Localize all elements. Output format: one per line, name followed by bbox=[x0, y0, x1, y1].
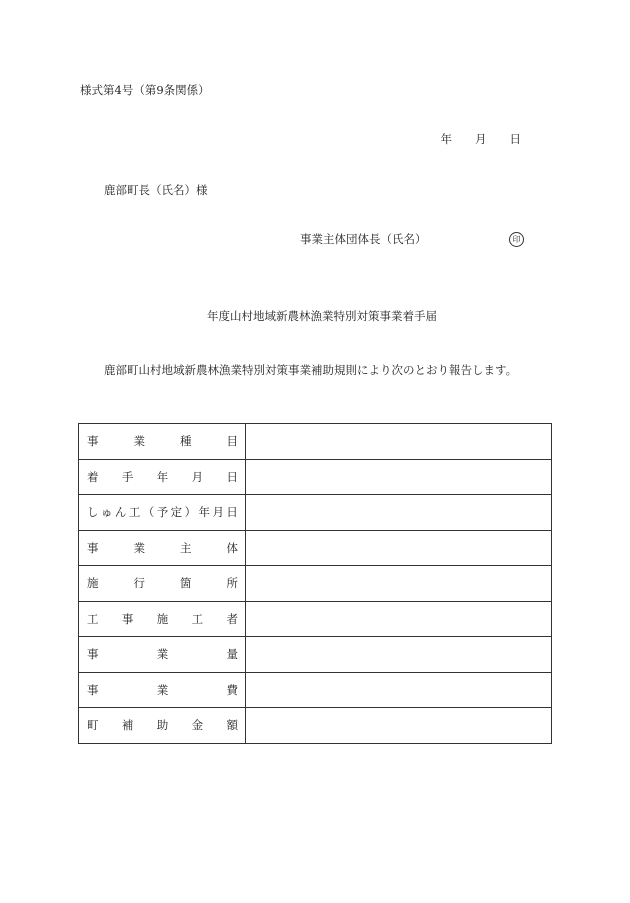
table-row bbox=[79, 459, 552, 495]
row-label: 施 行 箇 所 bbox=[87, 576, 238, 591]
row-label: し ゅ ん 工 （ 予 定 ） 年 月 日 bbox=[87, 505, 238, 520]
date-year-label: 年 bbox=[440, 132, 452, 146]
date-month-label: 月 bbox=[475, 132, 487, 146]
addressee: 鹿部町長（氏名）様 bbox=[104, 183, 208, 197]
table-row bbox=[79, 708, 552, 744]
row-label: 事 業 主 体 bbox=[87, 540, 238, 555]
table-row bbox=[79, 601, 552, 637]
row-value-cell[interactable] bbox=[246, 566, 552, 602]
table-row bbox=[79, 424, 552, 460]
row-value-cell[interactable] bbox=[246, 672, 552, 708]
applicant-row bbox=[300, 231, 524, 247]
row-value-cell[interactable] bbox=[246, 530, 552, 566]
row-value-cell[interactable] bbox=[246, 637, 552, 673]
table-row bbox=[79, 530, 552, 566]
row-value-cell[interactable] bbox=[246, 424, 552, 460]
row-value-cell[interactable] bbox=[246, 601, 552, 637]
row-value-cell[interactable] bbox=[246, 495, 552, 531]
row-label-cell bbox=[79, 495, 246, 531]
row-label-cell bbox=[79, 566, 246, 602]
table-row bbox=[79, 495, 552, 531]
row-label: 事 業 費 bbox=[87, 682, 238, 697]
date-day-label: 日 bbox=[509, 132, 521, 146]
date-line bbox=[441, 131, 522, 147]
seal-icon: 印 bbox=[509, 232, 524, 247]
row-label-cell bbox=[79, 637, 246, 673]
row-label: 事 業 種 目 bbox=[87, 434, 238, 449]
table-row bbox=[79, 637, 552, 673]
applicant-label: 事業主体団体長（氏名） bbox=[300, 232, 427, 246]
row-label-cell bbox=[79, 530, 246, 566]
row-label: 着 手 年 月 日 bbox=[87, 469, 238, 484]
row-label-cell bbox=[79, 672, 246, 708]
row-value-cell[interactable] bbox=[246, 459, 552, 495]
row-label-cell bbox=[79, 708, 246, 744]
detail-table-body bbox=[79, 424, 552, 744]
table-row bbox=[79, 672, 552, 708]
row-label-cell bbox=[79, 601, 246, 637]
row-label: 町 補 助 金 額 bbox=[87, 718, 238, 733]
row-label: 事 業 量 bbox=[87, 647, 238, 662]
row-label: 工 事 施 工 者 bbox=[87, 611, 238, 626]
form-number: 様式第4号（第9条関係） bbox=[80, 83, 210, 97]
document-title: 年度山村地域新農林漁業特別対策事業着手届 bbox=[207, 309, 437, 323]
row-label-cell bbox=[79, 459, 246, 495]
detail-table bbox=[78, 423, 552, 744]
table-row bbox=[79, 566, 552, 602]
row-value-cell[interactable] bbox=[246, 708, 552, 744]
body-text: 鹿部町山村地域新農林漁業特別対策事業補助規則により次のとおり報告します。 bbox=[104, 363, 518, 377]
row-label-cell bbox=[79, 424, 246, 460]
